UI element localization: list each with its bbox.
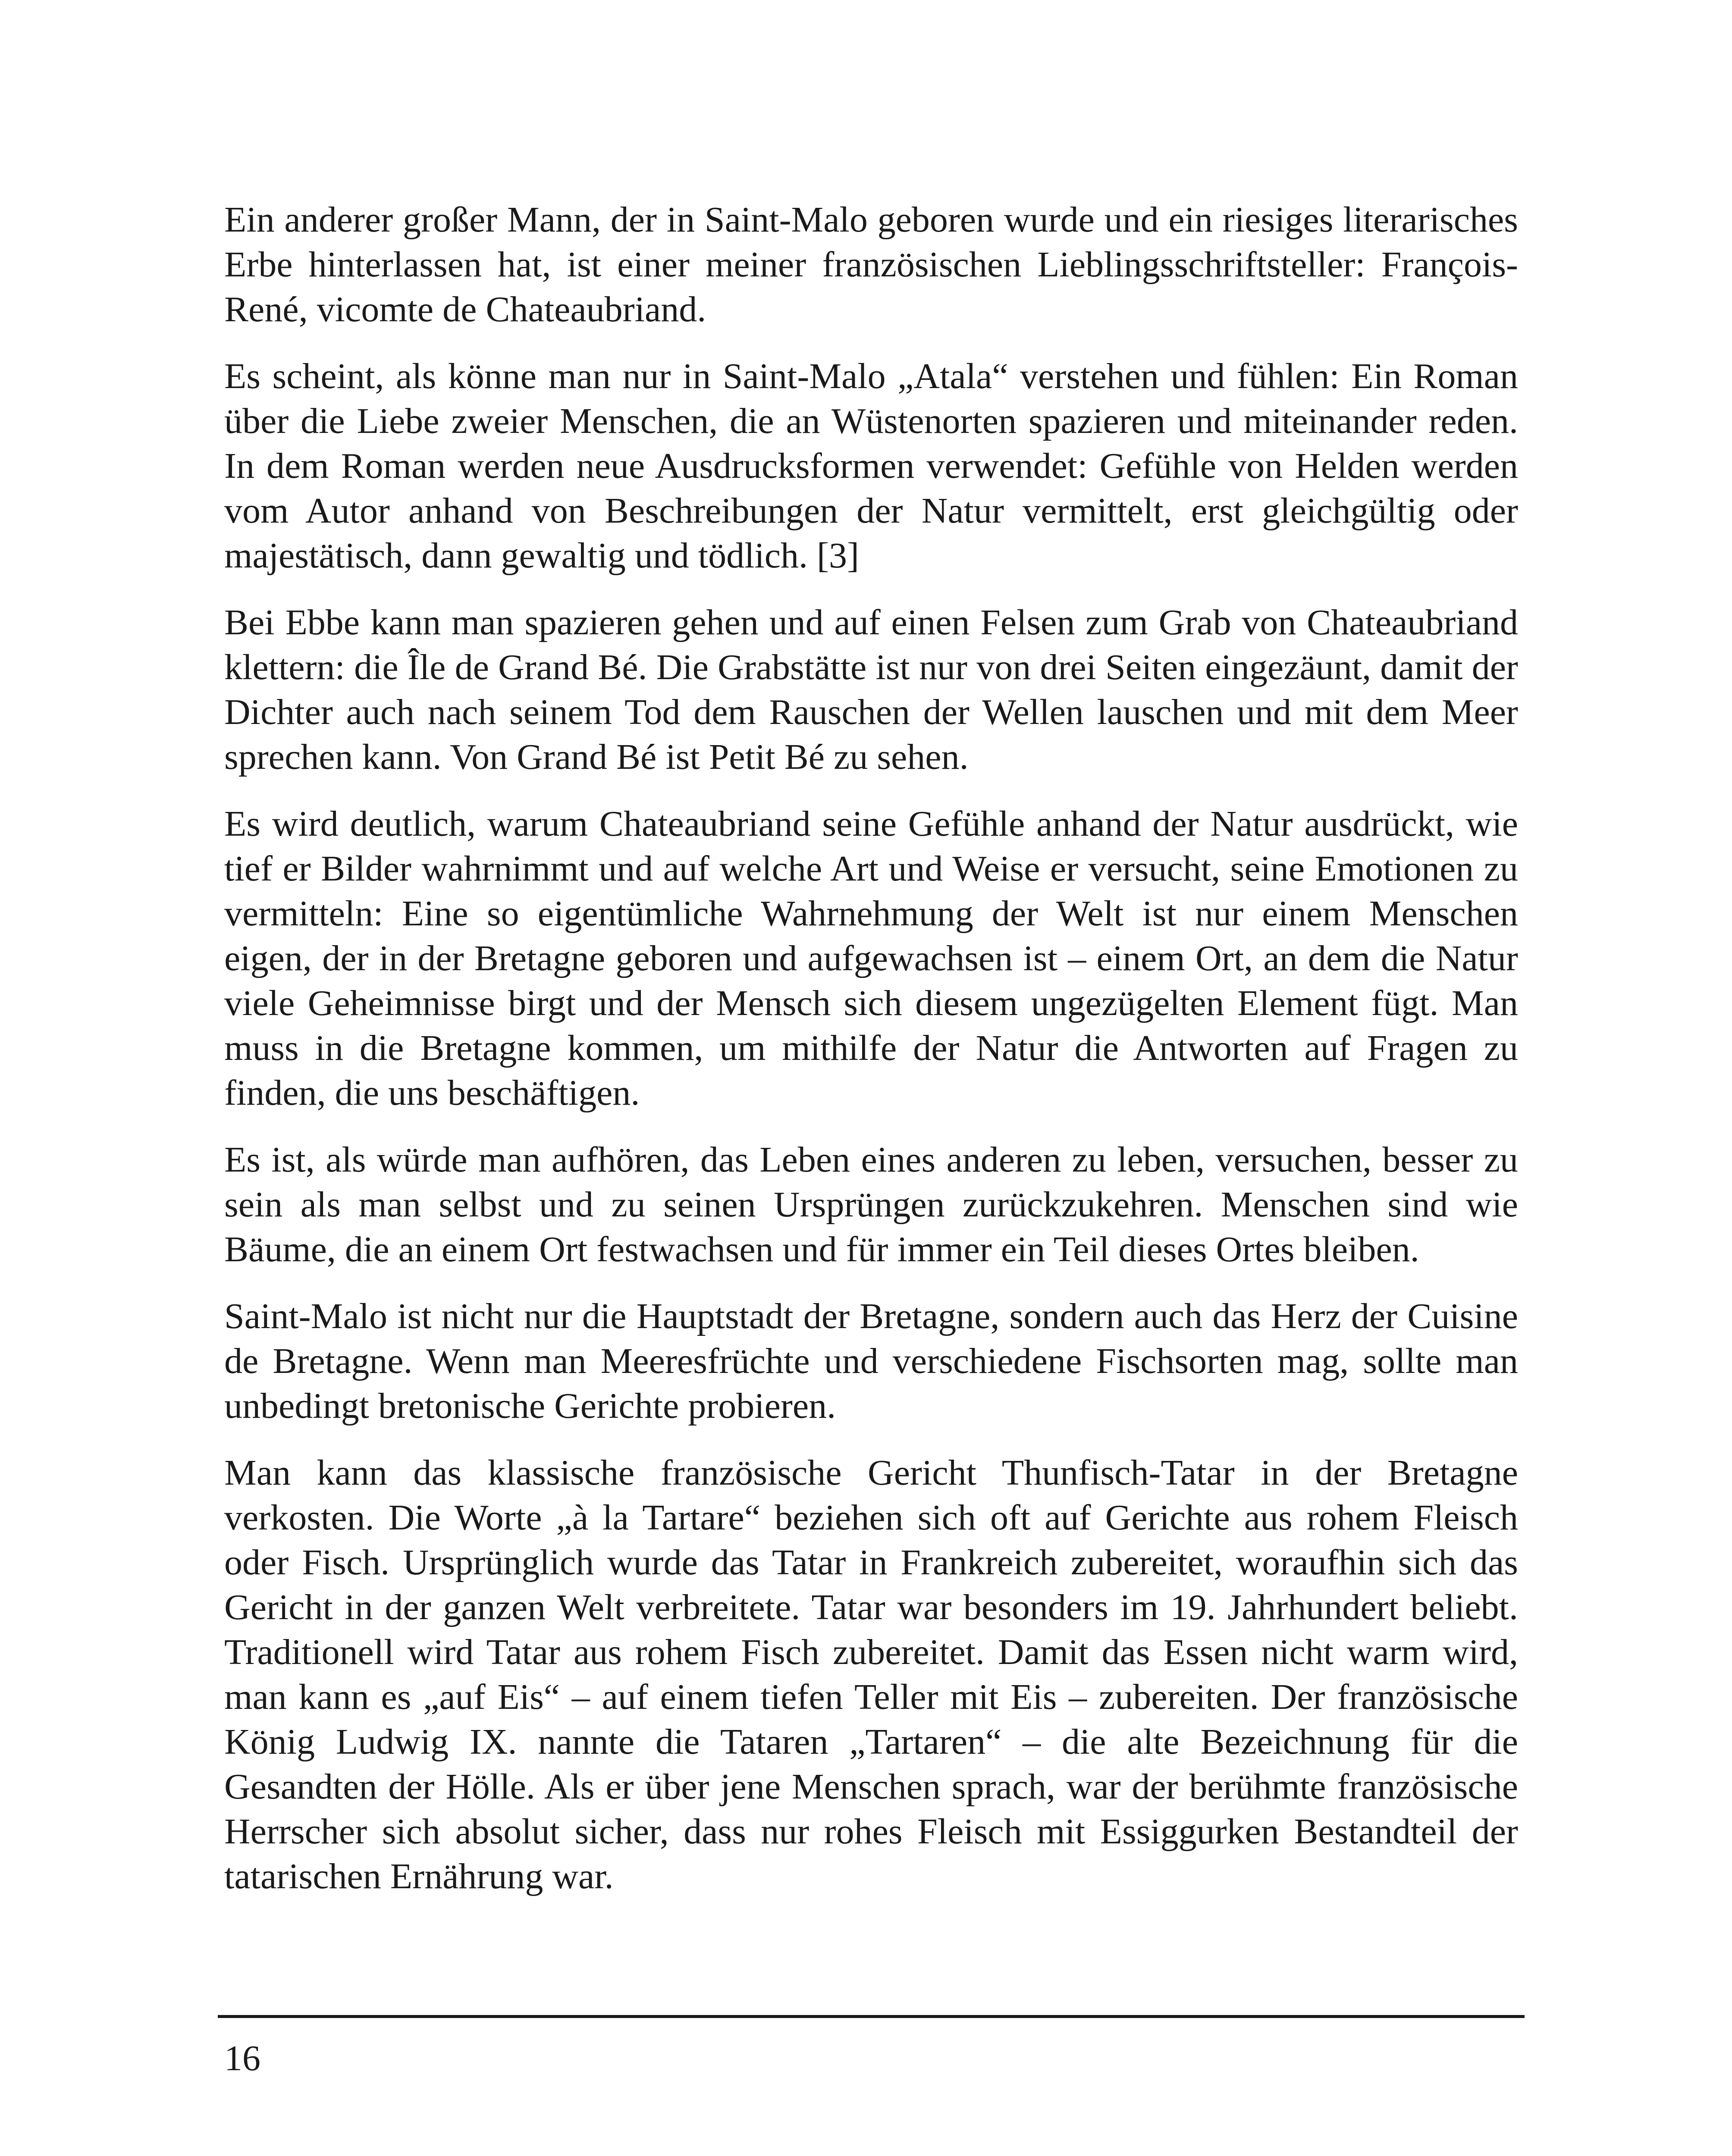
- footer-rule: [218, 2015, 1525, 2018]
- paragraph-tatar: Man kann das klassische französische Gericht Thunfisch-Tatar in der Bretagne verkosten. Die Worte „à la Tartare“ beziehen sich oft auf Gerichte aus rohem Fleisch oder Fisch. Ursprünglich wurde das Tatar in Frankreich zubereitet, woraufhin sich das Gericht in der ganzen Welt verbreitete. Tatar war besonders im 19. Jahrhundert beliebt. Traditionell wird Tatar aus rohem Fisch zubereitet. Damit das Essen nicht warm wird, man kann es „auf Eis“ – auf einem tiefen Teller mit Eis – zubereiten. Der französische König Ludwig IX. nannte die Tataren „Tartaren“ – die alte Bezeichnung für die Gesandten der Hölle. Als er über jene Menschen sprach, war der berühmte französische Herrscher sich absolut sicher, dass nur rohes Fleisch mit Essiggurken Bestandteil der tatarischen Ernährung war.: [224, 1453, 1518, 1896]
- paragraph-atala: Es scheint, als könne man nur in Saint-Malo „Atala“ verstehen und fühlen: Ein Roman über die Liebe zweier Menschen, die an Wüstenorten spazieren und miteinander reden. In dem Roman werden neue Ausdrucksformen verwendet: Gefühle von Helden werden vom Autor anhand von Beschreibungen der Natur vermittelt, erst gleichgültig oder majestätisch, dann gewaltig und tödlich. [3]: [224, 356, 1518, 576]
- paragraph-origins: Es ist, als würde man aufhören, das Leben eines anderen zu leben, versuchen, besser zu sein als man selbst und zu seinen Ursprüngen zurückzukehren. Menschen sind wie Bäume, die an einem Ort festwachsen und für immer ein Teil dieses Ortes bleiben.: [224, 1140, 1518, 1269]
- body-text: [224, 197, 1518, 1921]
- paragraph-chateaubriand-intro: Ein anderer großer Mann, der in Saint-Malo geboren wurde und ein riesiges literarisches Erbe hinterlassen hat, ist einer meiner französischen Lieblingsschriftsteller: François-René, vicomte de Chateaubriand.: [224, 200, 1518, 329]
- paragraph-grand-be: Bei Ebbe kann man spazieren gehen und auf einen Felsen zum Grab von Chateaubriand klettern: die Île de Grand Bé. Die Grabstätte ist nur von drei Seiten eingezäunt, damit der Dichter auch nach seinem Tod dem Rauschen der Wellen lauschen und mit dem Meer sprechen kann. Von Grand Bé ist Petit Bé zu sehen.: [224, 602, 1518, 777]
- page-number: 16: [224, 2038, 260, 2078]
- paragraph-nature-perception: Es wird deutlich, warum Chateaubriand seine Gefühle anhand der Natur ausdrückt, wie tief er Bilder wahrnimmt und auf welche Art und Weise er versucht, seine Emotionen zu vermitteln: Eine so eigentümliche Wahrnehmung der Welt ist nur einem Menschen eigen, der in der Bretagne geboren und aufgewachsen ist – einem Ort, an dem die Natur viele Geheimnisse birgt und der Mensch sich diesem ungezügelten Element fügt. Man muss in die Bretagne kommen, um mithilfe der Natur die Antworten auf Fragen zu finden, die uns beschäftigen.: [224, 804, 1518, 1113]
- paragraph-cuisine: Saint-Malo ist nicht nur die Hauptstadt der Bretagne, sondern auch das Herz der Cuisine de Bretagne. Wenn man Meeresfrüchte und verschiedene Fischsorten mag, sollte man unbedingt bretonische Gerichte probieren.: [224, 1296, 1518, 1426]
